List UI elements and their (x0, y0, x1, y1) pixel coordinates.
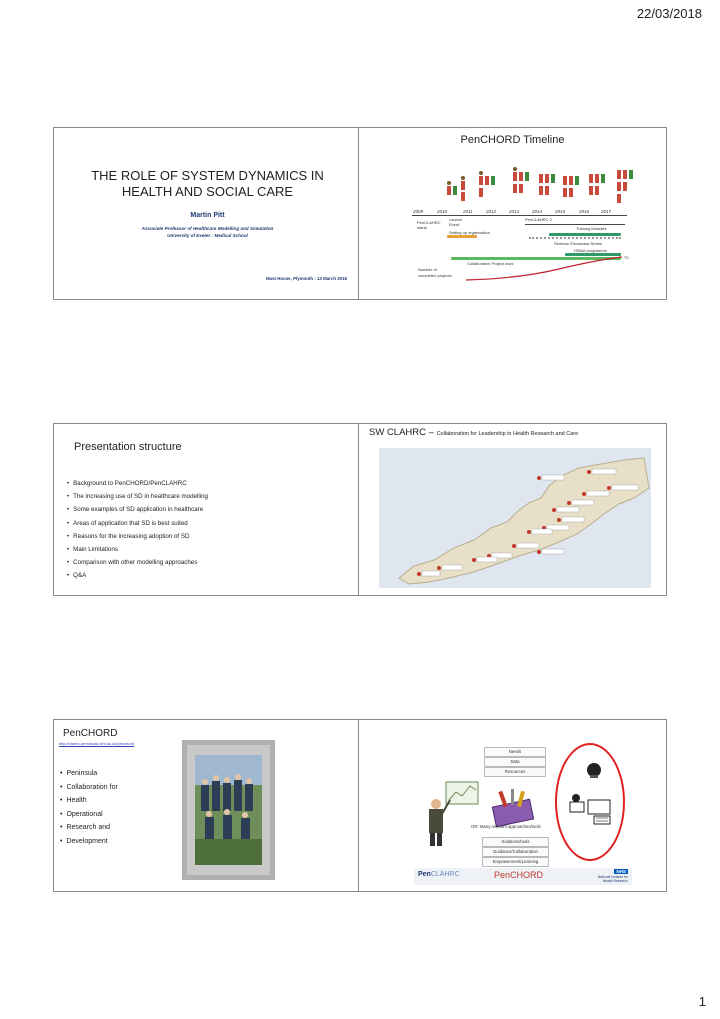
sw-clahrc-title (369, 427, 578, 438)
list-item: • Areas of application that SD is best suited (67, 517, 208, 530)
completed-projects-label: Number of completed projects (418, 267, 452, 278)
list-item: • Some examples of SD application in healthcare (67, 503, 208, 516)
healthcare-staff-icon (564, 760, 619, 845)
empowerment-label: Empowerment/Learning (482, 857, 549, 867)
list-item: • Development (60, 835, 118, 849)
resources-label: Resources (484, 767, 546, 777)
collab-label: Collaborative Project work (467, 261, 514, 266)
penclahrc-starts-label: PenCLAHRC starts (417, 220, 441, 230)
team-photo-frame (182, 740, 275, 880)
seminar-label: Seminar /Showcase Series (554, 241, 603, 246)
author-name: Martin Pitt (190, 212, 225, 219)
team-photo (195, 755, 262, 865)
year-label: 2016 (579, 209, 590, 214)
peninsula-map-image (379, 448, 651, 588)
author-role: Associate Professor of Healthcare Modelling and Simulation (141, 226, 274, 231)
presenter-icon (424, 778, 484, 848)
list-item: • Health (60, 794, 118, 808)
list-item: • Collaboration for (60, 781, 118, 795)
timeline-axis (412, 215, 627, 216)
setting-up-label: Setting up organisation (449, 230, 490, 235)
year-label: 2013 (509, 209, 520, 214)
penchord-link[interactable]: http://clahrc-peninsula.nihr.ac.uk/penchord (59, 741, 135, 746)
year-label: 2012 (486, 209, 497, 214)
needs-label: Needs (484, 747, 546, 757)
penclahrc2-arrow (525, 224, 625, 225)
slide-timeline (358, 127, 667, 300)
year-label: 2017 (601, 209, 612, 214)
penchord-acronym-list (60, 767, 118, 849)
penclahrc2-label: PenCLAHRC 2 (525, 217, 552, 222)
end-value-label: 70 (624, 255, 629, 260)
team-people-image (195, 755, 262, 865)
page-number: 1 (698, 994, 706, 1009)
sw-clahrc-title-main: SW CLAHRC – (369, 427, 434, 438)
list-item: • Comparison with other modelling approaches (67, 556, 208, 569)
list-item: • The increasing use of SD in healthcare modelling (67, 490, 208, 503)
slide-title (53, 127, 362, 300)
list-item: • Main Limitations (67, 543, 208, 556)
team-growth-icon (439, 164, 639, 204)
logo-strip: PenCLAHRC PenCHORD NHS National Institute for Health Research (414, 868, 632, 885)
solutions-label: Solutions/tools (482, 837, 549, 847)
slide-title-heading (54, 168, 361, 200)
list-item: • Peninsula (60, 767, 118, 781)
guidance-label: Guidance/Collaboration (482, 847, 549, 857)
penchord-title: PenCHORD (63, 728, 118, 739)
list-item: • Research and (60, 821, 118, 835)
year-label: 2015 (555, 209, 566, 214)
year-label: 2014 (532, 209, 543, 214)
hsma-label: HSMA programme (574, 248, 607, 253)
structure-title: Presentation structure (74, 441, 182, 453)
completed-projects-curve (464, 255, 624, 285)
structure-list (67, 477, 208, 583)
list-item: • Q&A (67, 569, 208, 582)
list-item: • Background to PenCHORD/PenCLAHRC (67, 477, 208, 490)
title-line-1: THE ROLE OF SYSTEM DYNAMICS IN (91, 168, 324, 183)
southwest-map (379, 448, 651, 588)
setting-up-bar (447, 235, 477, 238)
year-label: 2011 (463, 209, 473, 214)
training-label: Training Modules (576, 226, 607, 231)
data-label: Data (484, 757, 546, 767)
venue-date: Mast House, Plymouth : 13 March 2018 (265, 276, 347, 281)
year-label: 2009 (413, 209, 424, 214)
timeline-title: PenCHORD Timeline (460, 134, 565, 146)
page-date: 22/03/2018 (636, 6, 702, 21)
title-line-2: HEALTH AND SOCIAL CARE (121, 184, 294, 199)
list-item: • Reasons for the increasing adoption of SD (67, 530, 208, 543)
slide-structure (53, 423, 362, 596)
slide-needs-solutions (358, 719, 667, 892)
launch-event-label: Launch Event (449, 217, 463, 227)
sw-clahrc-subtitle: Collaboration for Leadership in Health Research and Care (436, 431, 579, 437)
list-item: • Operational (60, 808, 118, 822)
approaches-label: OR: Many relevant approaches/tools (471, 824, 541, 829)
training-bar (549, 233, 621, 236)
author-institution: University of Exeter : Medical School (167, 233, 248, 238)
year-label: 2010 (437, 209, 448, 214)
penchord-logo: PenCHORD (494, 870, 544, 880)
penclahrc-logo: PenCLAHRC (418, 871, 460, 878)
slide-penchord (53, 719, 362, 892)
slide-sw-clahrc (358, 423, 667, 596)
